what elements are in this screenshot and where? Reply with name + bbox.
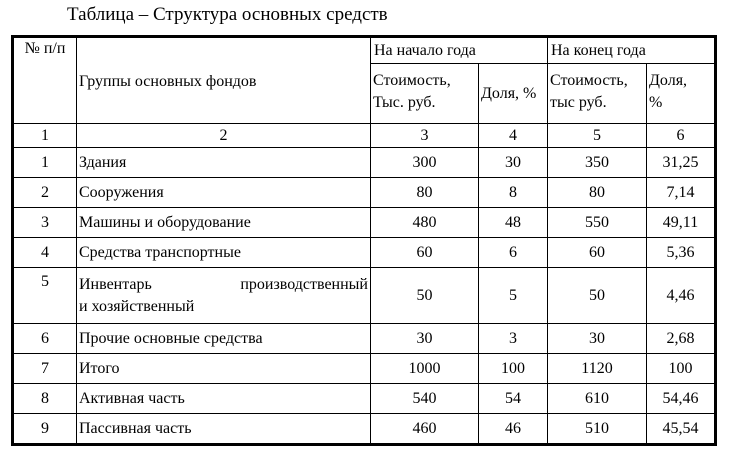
header-end-share-line2: % bbox=[649, 94, 663, 111]
column-number: 2 bbox=[77, 124, 371, 148]
row-name-line2: и хозяйственный bbox=[79, 297, 195, 315]
header-start-period: На начало года bbox=[371, 38, 548, 64]
row-end-share: 100 bbox=[647, 354, 715, 384]
row-name: Здания bbox=[77, 148, 371, 178]
row-name: Пассивная часть bbox=[77, 414, 371, 444]
row-name bbox=[77, 268, 371, 324]
fixed-assets-table bbox=[13, 37, 715, 444]
table-row bbox=[14, 178, 715, 208]
header-end-cost bbox=[548, 64, 647, 124]
row-num: 7 bbox=[14, 354, 77, 384]
column-number: 3 bbox=[371, 124, 479, 148]
row-name: Итого bbox=[77, 354, 371, 384]
table-row bbox=[14, 384, 715, 414]
row-end-share: 2,68 bbox=[647, 324, 715, 354]
row-start-share: 5 bbox=[479, 268, 548, 324]
table-row bbox=[14, 324, 715, 354]
row-end-cost: 550 bbox=[548, 208, 647, 238]
row-end-share: 49,11 bbox=[647, 208, 715, 238]
row-end-share: 5,36 bbox=[647, 238, 715, 268]
row-end-cost: 50 bbox=[548, 268, 647, 324]
row-start-share: 3 bbox=[479, 324, 548, 354]
table-caption: Таблица – Структура основных средств bbox=[67, 4, 388, 25]
row-end-cost: 1120 bbox=[548, 354, 647, 384]
header-end-cost-line2: тыс руб. bbox=[550, 94, 607, 111]
row-name: Активная часть bbox=[77, 384, 371, 414]
row-end-cost: 510 bbox=[548, 414, 647, 444]
row-end-cost: 610 bbox=[548, 384, 647, 414]
row-end-share: 7,14 bbox=[647, 178, 715, 208]
row-start-share: 30 bbox=[479, 148, 548, 178]
row-name-line1: Инвентарь производственный bbox=[79, 275, 368, 293]
row-num: 8 bbox=[14, 384, 77, 414]
row-start-cost: 300 bbox=[371, 148, 479, 178]
row-start-cost: 460 bbox=[371, 414, 479, 444]
header-start-cost bbox=[371, 64, 479, 124]
row-name: Средства транспортные bbox=[77, 238, 371, 268]
column-number: 4 bbox=[479, 124, 548, 148]
table-row bbox=[14, 148, 715, 178]
row-start-cost: 30 bbox=[371, 324, 479, 354]
row-start-share: 8 bbox=[479, 178, 548, 208]
column-number: 5 bbox=[548, 124, 647, 148]
row-start-share: 46 bbox=[479, 414, 548, 444]
row-start-cost: 540 bbox=[371, 384, 479, 414]
header-end-share-line1: Доля, bbox=[649, 72, 688, 89]
row-end-share: 45,54 bbox=[647, 414, 715, 444]
table-row bbox=[14, 414, 715, 444]
header-num: № п/п bbox=[14, 38, 77, 124]
row-start-cost: 1000 bbox=[371, 354, 479, 384]
row-end-share: 54,46 bbox=[647, 384, 715, 414]
row-start-cost: 50 bbox=[371, 268, 479, 324]
row-start-share: 48 bbox=[479, 208, 548, 238]
row-num: 6 bbox=[14, 324, 77, 354]
row-num: 1 bbox=[14, 148, 77, 178]
header-start-cost-line2: Тыс. руб. bbox=[373, 94, 436, 111]
row-end-cost: 60 bbox=[548, 238, 647, 268]
row-end-share: 31,25 bbox=[647, 148, 715, 178]
row-end-cost: 30 bbox=[548, 324, 647, 354]
table-row bbox=[14, 354, 715, 384]
header-group: Группы основных фондов bbox=[77, 38, 371, 124]
table-row bbox=[14, 238, 715, 268]
column-number: 1 bbox=[14, 124, 77, 148]
table-row bbox=[14, 268, 715, 324]
row-name: Сооружения bbox=[77, 178, 371, 208]
row-start-share: 6 bbox=[479, 238, 548, 268]
row-start-share: 54 bbox=[479, 384, 548, 414]
row-num: 3 bbox=[14, 208, 77, 238]
row-num: 9 bbox=[14, 414, 77, 444]
row-start-cost: 480 bbox=[371, 208, 479, 238]
row-num: 5 bbox=[14, 268, 77, 324]
row-end-cost: 350 bbox=[548, 148, 647, 178]
header-end-period: На конец года bbox=[548, 38, 715, 64]
row-start-share: 100 bbox=[479, 354, 548, 384]
row-name: Машины и оборудование bbox=[77, 208, 371, 238]
row-num: 4 bbox=[14, 238, 77, 268]
row-start-cost: 60 bbox=[371, 238, 479, 268]
row-start-cost: 80 bbox=[371, 178, 479, 208]
row-num: 2 bbox=[14, 178, 77, 208]
header-start-share: Доля, % bbox=[479, 64, 548, 124]
column-number-row bbox=[14, 124, 715, 148]
header-end-share bbox=[647, 64, 715, 124]
header-row-1 bbox=[14, 38, 715, 64]
table-row bbox=[14, 208, 715, 238]
header-start-cost-line1: Стоимость, bbox=[373, 72, 451, 89]
row-end-share: 4,46 bbox=[647, 268, 715, 324]
header-end-cost-line1: Стоимость, bbox=[550, 72, 628, 89]
row-end-cost: 80 bbox=[548, 178, 647, 208]
row-name: Прочие основные средства bbox=[77, 324, 371, 354]
column-number: 6 bbox=[647, 124, 715, 148]
